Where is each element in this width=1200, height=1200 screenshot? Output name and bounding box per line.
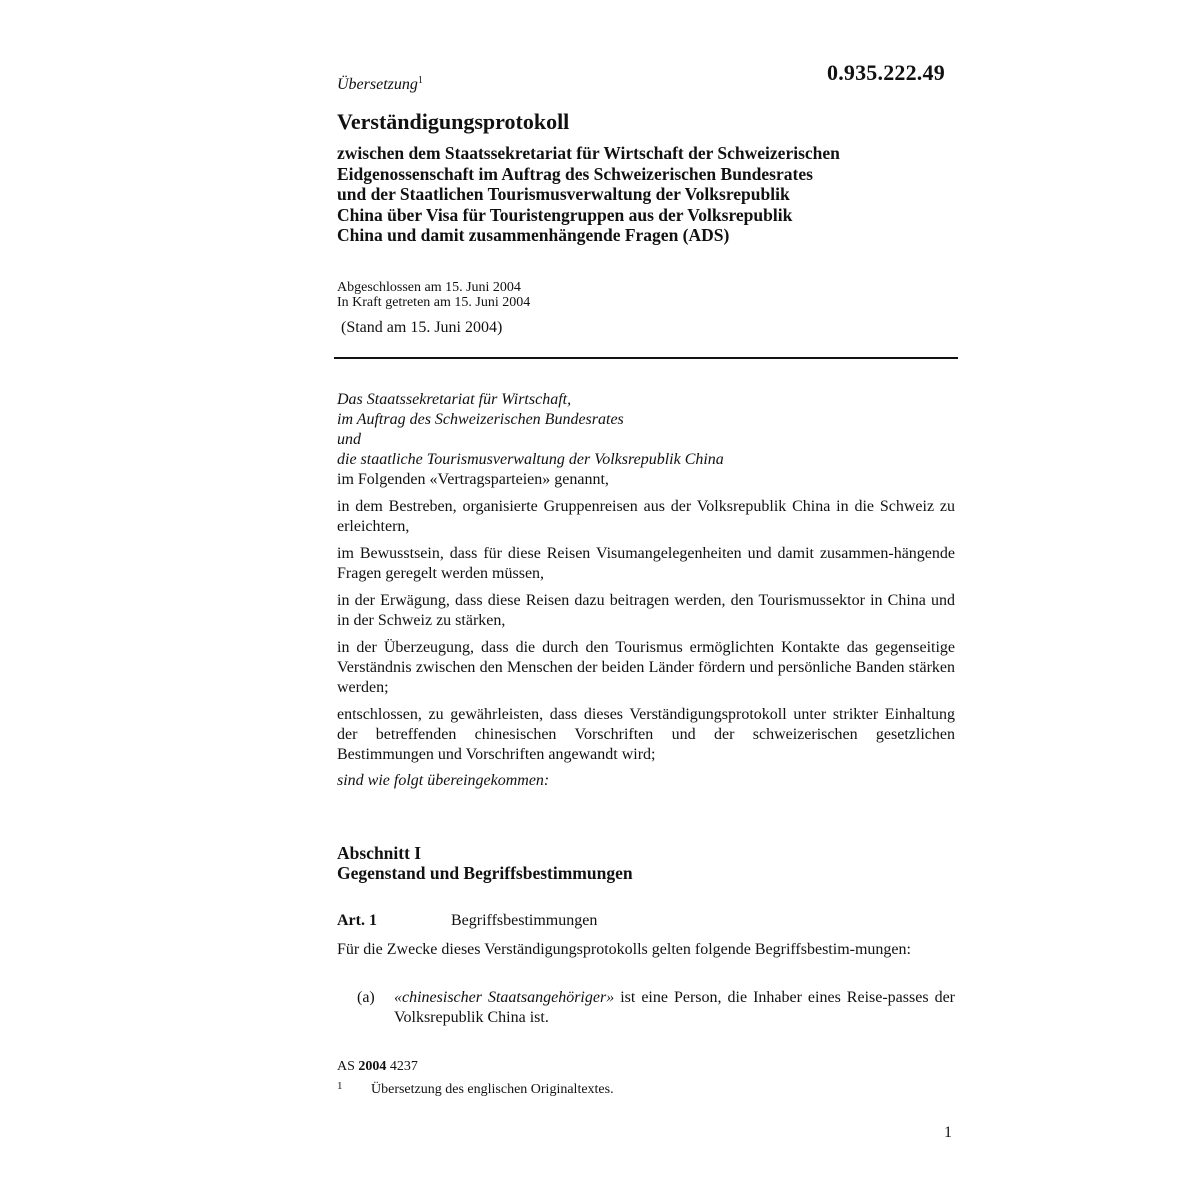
article-number: Art. 1 — [337, 912, 377, 929]
recital: in der Erwägung, dass diese Reisen dazu beitragen werden, den Tourismussektor in China und in der Schweiz zu stärken, — [337, 592, 955, 629]
status-date: (Stand am 15. Juni 2004) — [341, 319, 503, 336]
section-heading — [337, 843, 633, 883]
footnote — [337, 1080, 614, 1098]
item-marker: (a) — [357, 989, 375, 1006]
article-intro: Für die Zwecke dieses Verständigungsprotokolls gelten folgende Begriffsbestim-mungen: — [337, 941, 911, 958]
preamble — [337, 390, 955, 791]
footnote-text: Übersetzung des englischen Originaltextes. — [371, 1082, 614, 1097]
party-line: im Auftrag des Schweizerischen Bundesrates — [337, 411, 624, 428]
definition-text: ist eine Person, die Inhaber eines Reise-passes der Volksrepublik China ist. — [394, 989, 955, 1026]
as-reference — [337, 1059, 418, 1075]
defined-term: «chinesischer Staatsangehöriger» — [394, 989, 615, 1006]
as-page: 4237 — [389, 1059, 418, 1074]
subtitle-line: China über Visa für Touristengruppen aus der Volksrepublik — [337, 204, 793, 225]
page-number: 1 — [944, 1124, 952, 1141]
translation-label — [337, 75, 423, 94]
subtitle-line: China und damit zusammenhängende Fragen (ADS) — [337, 225, 730, 245]
header-divider — [334, 357, 958, 359]
footnote-number: 1 — [337, 1080, 343, 1092]
party-line: und — [337, 431, 361, 448]
sr-number: 0.935.222.49 — [827, 60, 945, 85]
subtitle-line: zwischen dem Staatssekretariat für Wirtschaft der Schweizerischen — [337, 143, 840, 163]
as-prefix: AS — [337, 1059, 355, 1074]
definition-item — [357, 988, 955, 1028]
party-line: die staatliche Tourismusverwaltung der Volksrepublik China — [337, 451, 724, 468]
recital: entschlossen, zu gewährleisten, dass dieses Verständigungsprotokoll unter strikter Einhaltung der betreffenden chinesischen Vorschriften und der schweizerischen gesetzlichen Bestimmungen und Vorschriften angewandt wird; — [337, 706, 955, 763]
in-force-date: In Kraft getreten am 15. Juni 2004 — [337, 295, 531, 310]
dates-block — [337, 280, 530, 310]
article-heading — [337, 912, 597, 930]
recital: in dem Bestreben, organisierte Gruppenreisen aus der Volksrepublik China in die Schweiz zu erleichtern, — [337, 498, 955, 535]
as-year: 2004 — [358, 1059, 387, 1074]
article-title: Begriffsbestimmungen — [451, 912, 598, 929]
party-line: Das Staatssekretariat für Wirtschaft, — [337, 391, 572, 408]
item-text — [394, 988, 955, 1028]
section-number: Abschnitt I — [337, 843, 422, 863]
concluded-date: Abgeschlossen am 15. Juni 2004 — [337, 280, 521, 295]
document-title: Verständigungsprotokoll — [337, 109, 570, 134]
footnote-ref[interactable]: 1 — [417, 75, 423, 86]
section-title: Gegenstand und Begriffsbestimmungen — [337, 863, 633, 883]
recital: in der Überzeugung, dass die durch den Tourismus ermöglichten Kontakte das gegenseitige Verständnis zwischen den Menschen der beiden Länder fördern und persönliche Banden stärken werden; — [337, 639, 955, 696]
document-subtitle — [337, 143, 937, 246]
translation-label-text: Übersetzung — [337, 76, 418, 93]
subtitle-line: Eidgenossenschaft im Auftrag des Schweizerischen Bundesrates — [337, 163, 813, 184]
parties-named: im Folgenden «Vertragsparteien» genannt, — [337, 471, 609, 488]
agreement-clause: sind wie folgt übereingekommen: — [337, 772, 550, 789]
subtitle-line: und der Staatlichen Tourismusverwaltung der Volksrepublik — [337, 184, 790, 204]
recital: im Bewusstsein, dass für diese Reisen Visumangelegenheiten und damit zusammen-hängende Fragen geregelt werden müssen, — [337, 545, 955, 582]
